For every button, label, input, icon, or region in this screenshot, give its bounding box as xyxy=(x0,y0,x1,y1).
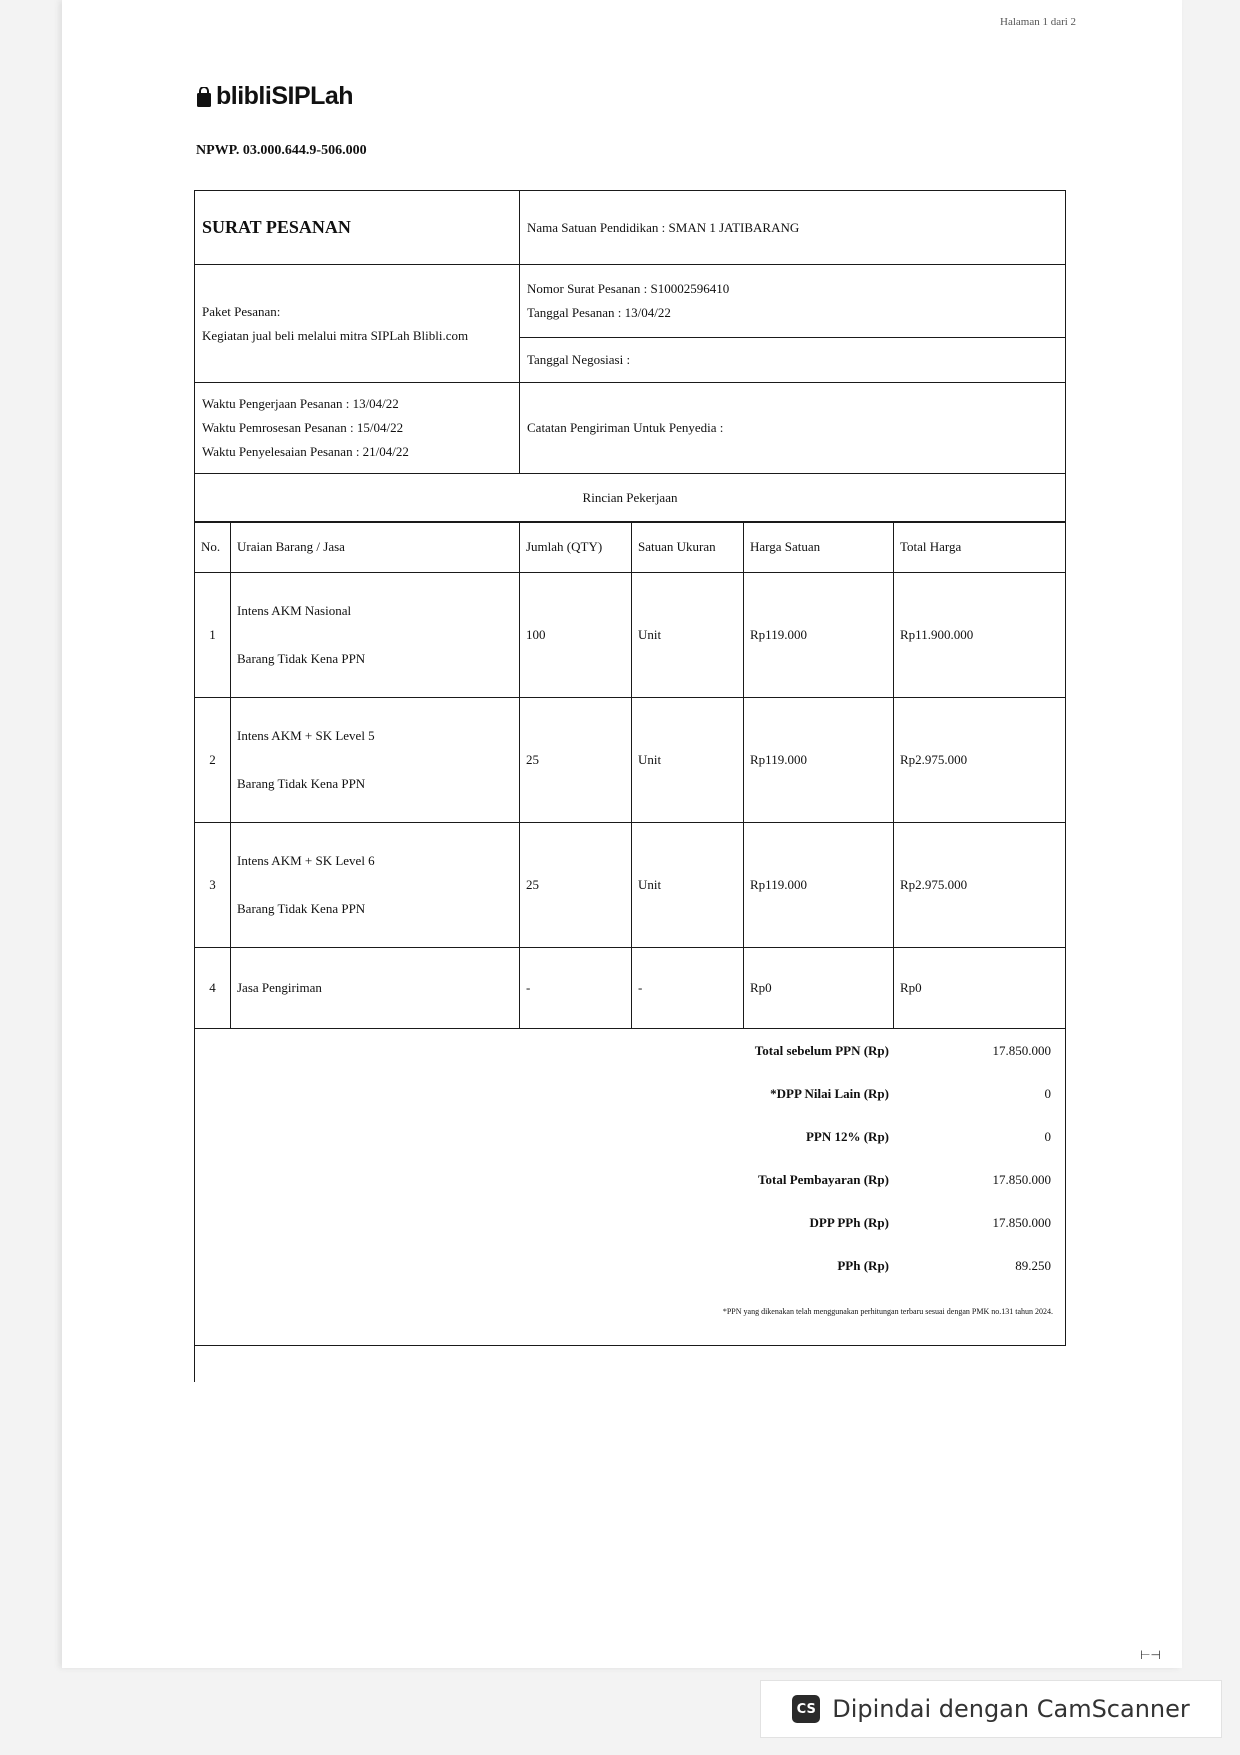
document-title: SURAT PESANAN xyxy=(202,217,351,237)
col-jumlah: Jumlah (QTY) xyxy=(520,522,632,573)
item-price: Rp119.000 xyxy=(744,573,894,698)
camscanner-watermark xyxy=(760,1680,1222,1738)
item-qty: 100 xyxy=(520,573,632,698)
summary-row xyxy=(195,1086,1065,1106)
table-edge-line xyxy=(194,1346,195,1382)
scan-edge-mark: ⊢⊣ xyxy=(1140,1648,1161,1662)
payment-summary xyxy=(194,1029,1066,1346)
summary-row xyxy=(195,1215,1065,1235)
summary-row xyxy=(195,1172,1065,1192)
summary-label: PPh (Rp) xyxy=(837,1258,889,1274)
item-unit: - xyxy=(632,948,744,1029)
surat-pesanan-form xyxy=(194,190,1066,1382)
processing-time: Waktu Pemrosesan Pesanan : 15/04/22 xyxy=(202,420,404,435)
col-satuan: Satuan Ukuran xyxy=(632,522,744,573)
item-unit: Unit xyxy=(632,698,744,823)
items-header-row xyxy=(195,522,1066,573)
item-total: Rp11.900.000 xyxy=(894,573,1066,698)
logo-text: blibliSIPLah xyxy=(216,82,354,110)
summary-value: 17.850.000 xyxy=(992,1172,1051,1188)
item-unit: Unit xyxy=(632,573,744,698)
item-no: 2 xyxy=(195,698,231,823)
negotiation-date: Tanggal Negosiasi : xyxy=(527,352,631,367)
table-row xyxy=(195,823,1066,948)
col-uraian: Uraian Barang / Jasa xyxy=(231,522,520,573)
item-name: Intens AKM + SK Level 5 xyxy=(237,728,375,744)
summary-label: Total sebelum PPN (Rp) xyxy=(754,1043,889,1059)
item-name: Jasa Pengiriman xyxy=(231,948,520,1029)
item-tax-note: Barang Tidak Kena PPN xyxy=(237,901,366,917)
blibli-siplah-logo xyxy=(196,82,353,111)
item-total: Rp2.975.000 xyxy=(894,823,1066,948)
summary-value: 89.250 xyxy=(1015,1258,1051,1274)
items-table xyxy=(194,521,1066,1029)
item-name: Intens AKM + SK Level 6 xyxy=(237,853,375,869)
col-harga: Harga Satuan xyxy=(744,522,894,573)
item-no: 4 xyxy=(195,948,231,1029)
order-header-table xyxy=(194,190,1066,523)
package-label: Paket Pesanan: xyxy=(202,303,281,319)
item-price: Rp119.000 xyxy=(744,698,894,823)
page-number: Halaman 1 dari 2 xyxy=(1000,16,1077,28)
item-qty: 25 xyxy=(520,698,632,823)
item-total: Rp0 xyxy=(894,948,1066,1029)
item-name: Intens AKM Nasional xyxy=(237,603,352,619)
summary-label: PPN 12% (Rp) xyxy=(805,1129,889,1145)
item-no: 1 xyxy=(195,573,231,698)
summary-label: *DPP Nilai Lain (Rp) xyxy=(770,1086,889,1102)
order-date: Tanggal Pesanan : 13/04/22 xyxy=(527,305,671,320)
item-unit: Unit xyxy=(632,823,744,948)
table-row xyxy=(195,948,1066,1029)
summary-row xyxy=(195,1043,1065,1063)
item-price: Rp0 xyxy=(744,948,894,1029)
summary-row xyxy=(195,1129,1065,1149)
summary-value: 17.850.000 xyxy=(992,1215,1051,1231)
order-number: Nomor Surat Pesanan : S10002596410 xyxy=(527,281,730,296)
summary-value: 17.850.000 xyxy=(992,1043,1051,1059)
shipping-notes: Catatan Pengiriman Untuk Penyedia : xyxy=(527,420,724,435)
npwp-number: NPWP. 03.000.644.9-506.000 xyxy=(196,143,367,158)
item-price: Rp119.000 xyxy=(744,823,894,948)
summary-label: Total Pembayaran (Rp) xyxy=(758,1172,889,1188)
summary-value: 0 xyxy=(1044,1086,1051,1102)
col-no: No. xyxy=(195,522,231,573)
school-name: Nama Satuan Pendidikan : SMAN 1 JATIBARANG xyxy=(527,219,800,235)
completion-time: Waktu Penyelesaian Pesanan : 21/04/22 xyxy=(202,444,409,459)
table-row xyxy=(195,573,1066,698)
item-tax-note: Barang Tidak Kena PPN xyxy=(237,651,366,667)
item-total: Rp2.975.000 xyxy=(894,698,1066,823)
camscanner-icon: CS xyxy=(792,1695,820,1723)
item-qty: 25 xyxy=(520,823,632,948)
summary-value: 0 xyxy=(1044,1129,1051,1145)
work-time: Waktu Pengerjaan Pesanan : 13/04/22 xyxy=(202,396,399,411)
col-total: Total Harga xyxy=(894,522,1066,573)
tax-footnote: *PPN yang dikenakan telah menggunakan perhitungan terbaru sesuai dengan PMK no.131 tahun 2024. xyxy=(722,1307,1053,1317)
shopping-bag-icon xyxy=(196,87,212,107)
item-tax-note: Barang Tidak Kena PPN xyxy=(237,776,366,792)
watermark-text: Dipindai dengan CamScanner xyxy=(832,1695,1190,1723)
work-details-heading: Rincian Pekerjaan xyxy=(195,474,1066,523)
summary-label: DPP PPh (Rp) xyxy=(809,1215,889,1231)
item-no: 3 xyxy=(195,823,231,948)
summary-row xyxy=(195,1258,1065,1278)
package-value: Kegiatan jual beli melalui mitra SIPLah Blibli.com xyxy=(202,327,469,343)
item-qty: - xyxy=(520,948,632,1029)
table-row xyxy=(195,698,1066,823)
